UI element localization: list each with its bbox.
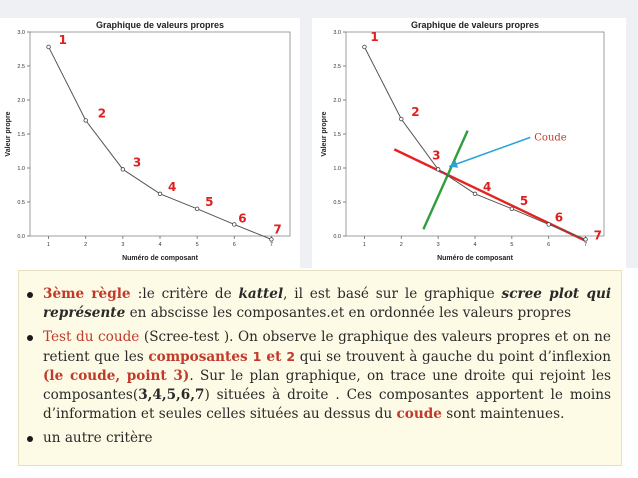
y-axis-label: Valeur propre — [321, 111, 328, 157]
point-label: 4 — [483, 179, 492, 194]
y-tick-label: 0.0 — [333, 234, 341, 240]
scree-plot-text: scree plot qui représente — [43, 286, 611, 321]
x-tick-label: 2 — [399, 242, 403, 248]
x-axis-label: Numéro de composant — [122, 255, 198, 262]
data-point — [232, 223, 236, 227]
bullet-icon — [27, 436, 33, 442]
scree-plot-right — [312, 18, 626, 270]
rule-text: :le critère de — [137, 286, 239, 302]
point-label: 3 — [132, 155, 142, 170]
y-tick-label: 1.0 — [17, 166, 25, 172]
scree-plot-right-svg — [312, 18, 626, 270]
y-tick-label: 3.0 — [17, 30, 25, 36]
elbow-text-3: . Sur le plan graphique, on trace une droite qui rejoint les composantes( — [43, 368, 611, 403]
explanation-box — [18, 270, 622, 466]
point-label: 5 — [205, 194, 214, 209]
point-label: 5 — [519, 193, 529, 208]
data-point — [47, 45, 51, 49]
elbow-point-text: (le coude, point 3) — [43, 368, 190, 384]
data-point — [270, 238, 274, 242]
x-axis-label: Numéro de composant — [437, 255, 513, 262]
x-tick-label: 3 — [121, 242, 125, 248]
data-point — [473, 192, 477, 196]
chart-title: Graphique de valeurs propres — [95, 20, 225, 30]
x-tick-label: 5 — [195, 242, 199, 248]
y-tick-label: 0.0 — [17, 234, 25, 240]
other-criterion-text: un autre critère — [43, 430, 153, 446]
x-tick-label: 1 — [362, 242, 366, 248]
components-label: composantes — [148, 349, 253, 365]
x-tick-label: 5 — [510, 242, 514, 248]
x-tick-label: 3 — [436, 242, 440, 248]
data-point — [121, 168, 125, 172]
data-point — [547, 223, 551, 227]
rule-text-3: en abscisse les composantes.et en ordonnée les valeurs propres — [125, 305, 572, 321]
list-item-other-criterion — [27, 429, 611, 448]
x-tick-label: 1 — [47, 242, 51, 248]
component-2: 2 — [286, 349, 296, 364]
scree-plot-left — [0, 18, 300, 270]
point-label: 6 — [554, 210, 564, 225]
x-tick-label: 6 — [547, 242, 551, 248]
x-tick-label: 7 — [584, 242, 588, 248]
data-point — [84, 119, 88, 123]
rule-label: 3ème règle — [43, 286, 138, 302]
point-label: 6 — [238, 211, 247, 226]
plot-frame — [30, 32, 290, 236]
coude-text: coude — [396, 406, 442, 422]
y-tick-label: 1.5 — [17, 132, 25, 138]
point-label: 2 — [97, 106, 107, 121]
elbow-text-4: ) situées à droite . Ces composantes apportent le moins d’information et seules celles situées au dessus du — [43, 387, 611, 422]
coude-annotation: Coude — [534, 132, 567, 144]
red-trend-line — [394, 149, 585, 240]
y-tick-label: 2.5 — [17, 64, 25, 70]
x-tick-label: 2 — [84, 242, 88, 248]
list-item-elbow-test — [27, 328, 611, 424]
y-tick-label: 1.5 — [333, 132, 341, 138]
chart-title: Graphique de valeurs propres — [410, 20, 540, 30]
y-tick-label: 1.0 — [333, 166, 341, 172]
point-label: 7 — [593, 228, 602, 243]
point-label: 1 — [58, 32, 67, 47]
x-tick-label: 4 — [158, 242, 162, 248]
point-label: 3 — [432, 148, 441, 163]
bullet-icon — [27, 292, 33, 298]
kattel-text: kattel — [238, 286, 284, 302]
elbow-test-label: Test du coude — [43, 329, 140, 345]
y-tick-label: 2.0 — [333, 98, 341, 104]
data-point — [584, 238, 588, 242]
data-point — [436, 168, 440, 172]
green-tangent-line — [423, 131, 467, 230]
point-label: 7 — [273, 222, 282, 237]
elbow-text-2: qui se trouvent à gauche du point d’inflexion — [295, 349, 611, 365]
point-label: 2 — [411, 105, 420, 120]
y-tick-label: 0.5 — [333, 200, 341, 206]
elbow-text-5: sont maintenues. — [441, 406, 565, 422]
list-item-third-rule — [27, 285, 611, 323]
data-point — [195, 207, 199, 211]
bullet-icon — [27, 335, 33, 341]
point-label: 4 — [168, 179, 177, 194]
x-tick-label: 4 — [473, 242, 477, 248]
and-text: et — [261, 349, 287, 365]
data-point — [158, 192, 162, 196]
elbow-text-1: (Scree-test ). On observe le graphique des valeurs propres et on ne retient que les — [43, 329, 611, 365]
y-axis-label: Valeur propre — [5, 111, 12, 157]
y-tick-label: 2.5 — [333, 64, 341, 70]
x-tick-label: 7 — [269, 242, 273, 248]
scree-plot-left-svg — [0, 18, 300, 270]
data-point — [399, 117, 403, 121]
x-tick-label: 6 — [232, 242, 236, 248]
component-1: 1 — [252, 349, 262, 364]
components-list: 3,4,5,6,7 — [138, 387, 205, 403]
data-point — [363, 45, 367, 49]
y-tick-label: 2.0 — [17, 98, 25, 104]
data-point — [510, 207, 514, 211]
rule-text-2: , il est basé sur le graphique — [283, 286, 502, 302]
y-tick-label: 0.5 — [17, 200, 25, 206]
point-label: 1 — [370, 29, 379, 44]
y-tick-label: 3.0 — [333, 30, 341, 36]
